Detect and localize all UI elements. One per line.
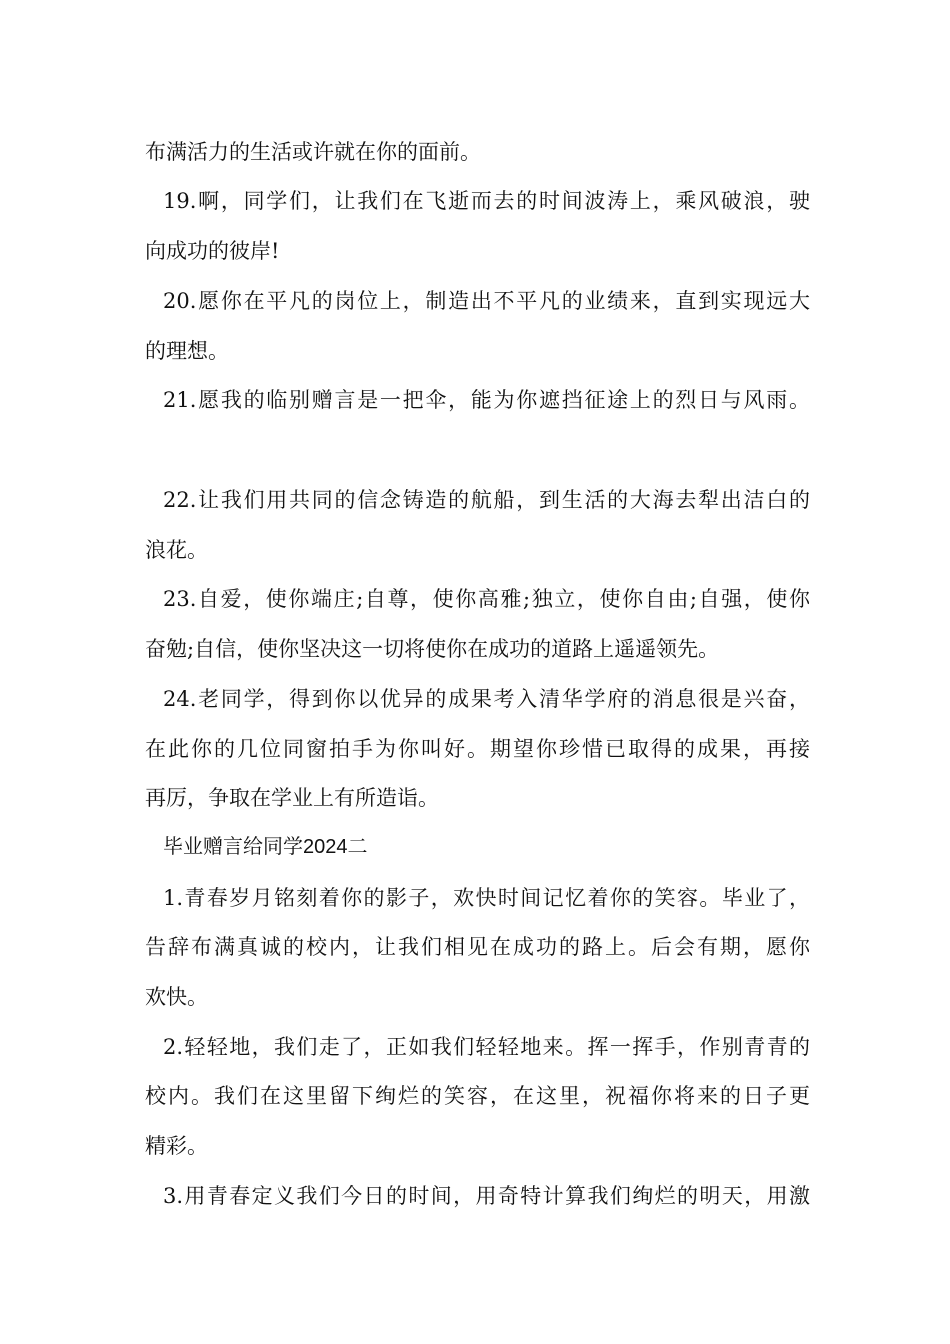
text-line: 19.啊，同学们，让我们在飞逝而去的时间波涛上，乘风破浪，驶: [163, 189, 810, 213]
text-line: 24.老同学，得到你以优异的成果考入清华学府的消息很是兴奋，: [163, 687, 810, 711]
section-heading: 毕业赠言给同学2024二: [163, 836, 368, 858]
text-line: 浪花。: [145, 538, 208, 562]
text-line: 3.用青春定义我们今日的时间，用奇特计算我们绚烂的明天，用激: [163, 1184, 810, 1208]
text-line: 向成功的彼岸!: [145, 239, 280, 263]
text-line: 21.愿我的临别赠言是一把伞，能为你遮挡征途上的烈日与风雨。: [163, 388, 810, 412]
text-line: 再厉，争取在学业上有所造诣。: [145, 786, 439, 810]
text-line: 布满活力的生活或许就在你的面前。: [145, 140, 481, 164]
text-line: 2.轻轻地，我们走了，正如我们轻轻地来。挥一挥手，作别青青的: [163, 1035, 810, 1059]
text-line: 校内。我们在这里留下绚烂的笑容，在这里，祝福你将来的日子更: [145, 1084, 810, 1108]
text-line: 1.青春岁月铭刻着你的影子，欢快时间记忆着你的笑容。毕业了，: [163, 886, 810, 910]
text-line: 在此你的几位同窗拍手为你叫好。期望你珍惜已取得的成果，再接: [145, 737, 810, 761]
text-line: 奋勉;自信，使你坚决这一切将使你在成功的道路上遥遥领先。: [145, 637, 720, 661]
text-line: 的理想。: [145, 339, 229, 363]
text-line: 告辞布满真诚的校内，让我们相见在成功的路上。后会有期，愿你: [145, 935, 810, 959]
text-line: 精彩。: [145, 1134, 208, 1158]
text-line: 欢快。: [145, 985, 208, 1009]
text-line: 20.愿你在平凡的岗位上，制造出不平凡的业绩来，直到实现远大: [163, 289, 810, 313]
text-line: 23.自爱，使你端庄;自尊，使你高雅;独立，使你自由;自强，使你: [163, 587, 810, 611]
text-line: 22.让我们用共同的信念铸造的航船，到生活的大海去犁出洁白的: [163, 488, 810, 512]
